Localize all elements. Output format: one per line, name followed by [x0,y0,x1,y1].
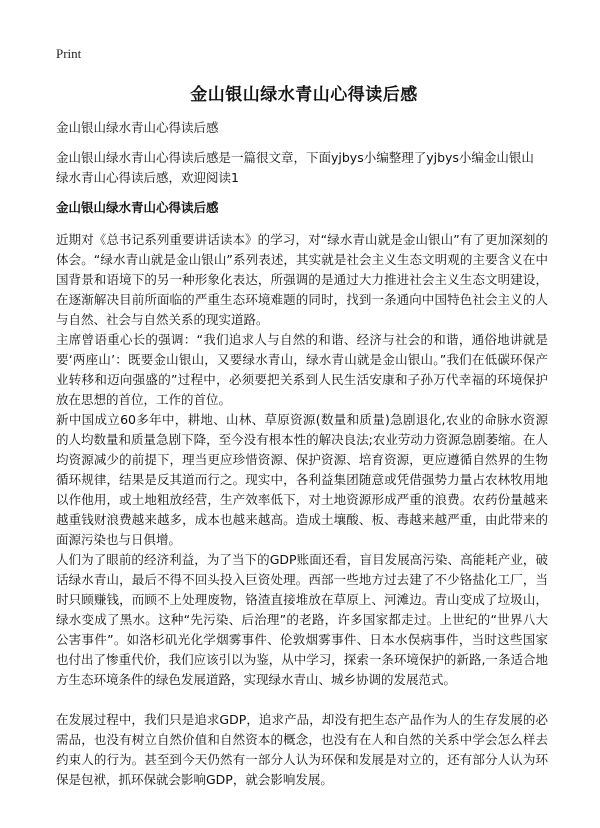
section-heading: 金山银山绿水青山心得读后感 [56,200,219,215]
body-paragraph-5: 在发展过程中，我们只是追求GDP，追求产品，却没有把生态产品作为人的生存发展的必需品，也没有树立自然价值和自然资本的概念，也没有在人和自然的关系中学会怎么样去约束人的行为。甚至到今天仍然有一部分人认为环保和发展是对立的，还有部分人认为环保是包袱，抓环保就会影响GDP，就会影响发展。 [56,712,548,787]
body-paragraph-1: 近期对《总书记系列重要讲话读本》的学习，对“绿水青山就是金山银山”有了更加深刻的体会。“绿水青山就是金山银山”系列表述，其实就是社会主义生态文明观的主要含义在中国背景和语境下的另一种形象化表达，所强调的是通过大力推进社会主义生态文明建设，在逐渐解决目前所面临的严重生态环境难题的同时，找到一条通向中国特色社会主义的人与自然、社会与自然关系的现实道路。 [56,232,548,327]
body-paragraph-2: 主席曾语重心长的强调：“我们追求人与自然的和谐、经济与社会的和谐，通俗地讲就是要‘两座山’：既要金山银山，又要绿水青山，绿水青山就是金山银山。”我们在低碳环保产业转移和迈向强盛的”过程中，必须要把关系到人民生活安康和子孙万代幸福的环境保护放在思想的首位，工作的首位。 [56,332,548,407]
body-paragraph-3: 新中国成立60多年中，耕地、山林、草原资源(数量和质量)急剧退化,农业的命脉水资源的人均数量和质量急剧下降，至今没有根本性的解决良法;农业劳动力资源急剧萎缩。在人均资源减少的前提下，理当更应珍惜资源、保护资源、培育资源，更应遵循自然界的生物循环规律，结果是反其道而行之。现实中，各利益集团随意或凭借强势力量占农林牧用地以作他用，或土地粗放经营，生产效率低下，对土地资源形成严重的浪费。农药份量越来越重钱财浪费越来越多，成本也越来越高。造成土壤酸、板、毒越来越严重，由此带来的面源污染也与日俱增。 [56,412,548,547]
body-paragraph-4: 人们为了眼前的经济利益，为了当下的GDP账面还看，盲目发展高污染、高能耗产业，破话绿水青山，最后不得不回头投入巨资处理。西部一些地方过去建了不少铬盐化工厂，当时只顾赚钱，而顾不上处理废物，铬渣直接堆放在草原上、河滩边。青山变成了垃圾山，绿水变成了黑水。这种“先污染、后治理”的老路，许多国家都走过。上世纪的“世界八大公害事件”。如洛杉矶光化学烟雾事件、伦敦烟雾事件、日本水俣病事件，当时这些国家也付出了惨重代价，我们应该引以为鉴，从中学习，探索一条环境保护的新路,一条适合地方生态环境条件的绿色发展道路，实现绿水青山、城乡协调的发展范式。 [56,552,548,687]
print-link[interactable]: Print [56,46,82,61]
document-title: 金山银山绿水青山心得读后感 [190,85,418,105]
intro-paragraph: 金山银山绿水青山心得读后感是一篇很文章，下面yjbys小编整理了yjbys小编金山银山绿水青山心得读后感，欢迎阅读1 [56,150,534,185]
document-subtitle: 金山银山绿水青山心得读后感 [56,120,219,135]
